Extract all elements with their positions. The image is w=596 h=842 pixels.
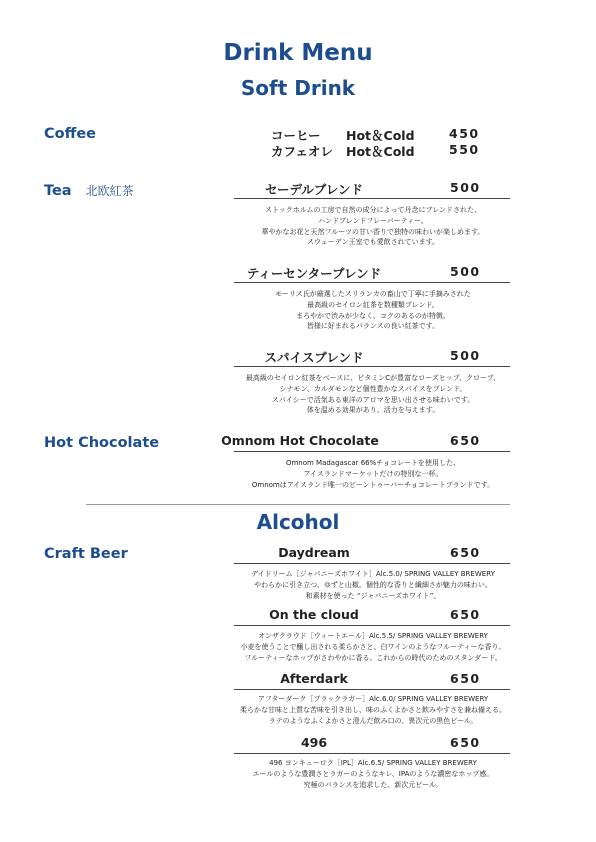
desc-line: Omnom Madagascar 66%チョコレートを使用した、 xyxy=(285,459,461,467)
item-divider xyxy=(234,753,510,754)
item-description xyxy=(228,205,518,248)
item-price: 500 xyxy=(450,180,481,195)
desc-line: 和素材を使った “ジャパニーズホワイト”。 xyxy=(305,591,441,600)
item-description xyxy=(228,631,518,663)
desc-line: フルーティーなホップがさわやかに香る、これからの時代のためのスタンダード。 xyxy=(244,653,502,662)
desc-line: やわらかに引き立つ、ゆずと山椒。個性的な香りと繊細さが魅力の味わい。 xyxy=(254,580,492,589)
item-name: コーヒー xyxy=(271,128,321,143)
desc-line: ラテのようなふくよかさと澄んだ飲み口の、異次元の黒色ビール。 xyxy=(268,716,478,725)
item-price: 550 xyxy=(449,142,480,157)
desc-line: 体を温める効果があり、活力を与えます。 xyxy=(306,406,440,415)
category-tea-sub: 北欧紅茶 xyxy=(85,184,134,198)
desc-line: オンザクラウド［ウィートエール］Alc.5.5/ SPRING VALLEY BREWERY xyxy=(258,632,488,640)
item-price: 650 xyxy=(450,607,481,622)
item-name: Afterdark xyxy=(280,671,348,686)
item-name: On the cloud xyxy=(269,607,359,622)
desc-line: シナモン、カルダモンなど個性豊かなスパイスをブレンド。 xyxy=(279,384,467,393)
desc-line: 柔らかな甘味と上質な苦味を引き出し、味のふくよかさと飲みやすさを兼ね備える。 xyxy=(240,705,506,714)
item-name: カフェオレ xyxy=(271,144,333,159)
item-price: 650 xyxy=(450,545,481,560)
item-name: Omnom Hot Chocolate xyxy=(221,433,379,448)
item-name: ティーセンターブレンド xyxy=(246,266,382,281)
desc-line: 最高級のセイロン紅茶をベースに、ビタミンCが豊富なローズヒップ、クローブ、 xyxy=(245,374,501,382)
desc-line: 小麦を使うことで醸し出される柔らかさと、白ワインのようなフルーティーな香り。 xyxy=(240,642,506,651)
item-divider xyxy=(234,282,510,283)
desc-line: 華やかなお花と天然フルーツの甘い香りで独特の味わいが楽しめます。 xyxy=(261,227,485,236)
section-divider xyxy=(86,504,510,505)
category-craft-beer: Craft Beer xyxy=(44,546,128,562)
desc-line: 究極のバランスを追求した、新次元ビール。 xyxy=(303,780,443,789)
desc-line: デイドリーム［ジャパニーズホワイト］Alc.5.0/ SPRING VALLEY BREWERY xyxy=(251,570,495,578)
desc-line: スパイシーで活気ある東洋のアロマを思い出させる味わいです。 xyxy=(271,395,475,404)
section-title-soft-drink: Soft Drink xyxy=(240,76,356,100)
item-price: 650 xyxy=(450,433,481,448)
item-description xyxy=(228,289,518,332)
item-name: セーデルブレンド xyxy=(264,182,364,197)
item-name: スパイスブレンド xyxy=(264,350,364,365)
desc-line: 皆様に好まれるバランスの良い紅茶です。 xyxy=(306,322,440,331)
desc-line: エールのような豊潤さとラガーのようなキレ、IPAのような濃密なホップ感。 xyxy=(252,769,494,778)
item-divider xyxy=(234,366,510,367)
desc-line: 496 ヨンキューロク［IPL］Alc.6.5/ SPRING VALLEY BREWERY xyxy=(269,759,477,767)
category-tea xyxy=(44,182,134,199)
item-name: 496 xyxy=(300,735,328,750)
desc-line: Omnomはアイスランド唯一のビーントゥーバーチョコレートブランドです。 xyxy=(251,480,495,489)
item-description xyxy=(228,458,518,490)
desc-line: アフターダーク［ブラックラガー］Alc.6.0/ SPRING VALLEY BREWERY xyxy=(257,695,489,703)
item-price: 500 xyxy=(450,264,481,279)
item-name: Daydream xyxy=(278,545,350,560)
item-description xyxy=(228,758,518,790)
item-description xyxy=(228,373,518,416)
item-divider xyxy=(234,689,510,690)
item-divider xyxy=(234,563,510,564)
item-description xyxy=(228,694,518,726)
desc-line: アイスランドマーケットだけの特別な一杯。 xyxy=(303,469,443,478)
item-price: 650 xyxy=(450,735,481,750)
desc-line: ハンドブレンドフレーバーティー。 xyxy=(318,216,428,225)
item-price: 450 xyxy=(449,126,480,141)
desc-line: 最高級のセイロン紅茶を数種類ブレンド。 xyxy=(307,300,439,309)
desc-line: ストックホルムの工房で自然の成分によって丹念にブレンドされた、 xyxy=(264,206,482,214)
item-type: Hot＆Cold xyxy=(346,128,415,143)
category-coffee: Coffee xyxy=(44,126,97,142)
item-divider xyxy=(234,625,510,626)
section-title-alcohol: Alcohol xyxy=(256,510,340,534)
category-hot-chocolate: Hot Chocolate xyxy=(44,435,160,451)
item-type: Hot＆Cold xyxy=(346,144,415,159)
desc-line: スウェーデン王室でも愛飲されています。 xyxy=(306,238,440,247)
item-divider xyxy=(234,451,510,452)
item-price: 500 xyxy=(450,348,481,363)
desc-line: まろやかで渋みが少なく、コクのあるのが特徴。 xyxy=(296,311,450,320)
page-title: Drink Menu xyxy=(223,40,373,66)
item-price: 650 xyxy=(450,671,481,686)
category-tea-label: Tea xyxy=(44,183,72,199)
item-description xyxy=(228,569,518,601)
item-divider xyxy=(234,198,510,199)
desc-line: モーリス氏が厳選したスリランカの畜山で丁寧に手摘みされた xyxy=(275,290,471,298)
